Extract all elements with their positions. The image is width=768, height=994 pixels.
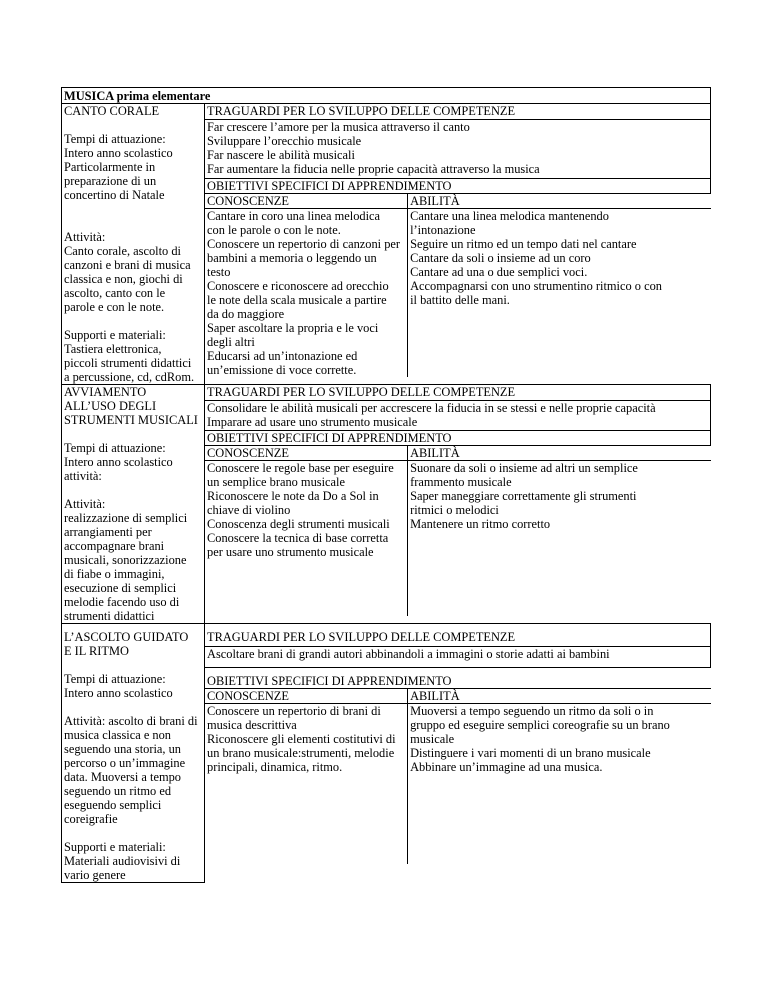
section-info-line: L’ASCOLTO GUIDATO: [64, 630, 189, 644]
conoscenza-item: Conoscere la tecnica di base corretta: [207, 531, 389, 546]
conoscenza-item: Saper ascoltare la propria e le voci: [207, 321, 379, 336]
conoscenza-item: degli altri: [207, 335, 255, 350]
section-info-line: Attività: ascolto di brani di: [64, 714, 198, 728]
conoscenze-list: [205, 703, 408, 864]
conoscenza-item: Conoscere le regole base per eseguire: [207, 461, 394, 476]
abilita-item: frammento musicale: [410, 475, 512, 490]
abilita-header: ABILITÀ: [408, 194, 711, 209]
section-info-line: [64, 700, 202, 714]
section-info-line: realizzazione di semplici: [64, 511, 188, 525]
section-info-line: Particolarmente in: [64, 160, 156, 174]
section-ascolto: [62, 624, 711, 647]
section-info-line: Intero anno scolastico: [64, 686, 173, 700]
document-title: MUSICA prima elementare: [62, 88, 711, 104]
conoscenze-header: CONOSCENZE: [205, 688, 408, 703]
section-info-line: musica classica e non: [64, 728, 172, 742]
abilita-item: musicale: [410, 731, 455, 746]
skills-grid: [205, 194, 711, 385]
conoscenza-item: musica descrittiva: [207, 717, 297, 732]
section-info-line: [64, 314, 202, 328]
section-info-line: Supporti e materiali:: [64, 328, 166, 342]
section-info-line: preparazione di un: [64, 174, 157, 188]
section-info-line: Materiali audiovisivi di: [64, 854, 181, 868]
section-info-line: Intero anno scolastico: [64, 455, 173, 469]
abilita-item: Cantare una linea melodica mantenendo: [410, 209, 609, 224]
conoscenze-list: [205, 209, 408, 378]
conoscenza-item: principali, dinamica, ritmo.: [207, 759, 343, 774]
section-info-line: seguendo una storia, un: [64, 742, 181, 756]
abilita-list: [408, 461, 711, 617]
section-info-line: eseguendo semplici: [64, 798, 162, 812]
abilita-item: Abbinare un’immagine ad una musica.: [410, 759, 603, 774]
section-info-line: [64, 202, 202, 216]
section-info-line: di fiabe o immagini,: [64, 567, 165, 581]
skills-grid: [205, 667, 711, 882]
section-info-line: [64, 658, 202, 672]
conoscenza-item: un brano musicale:strumenti, melodie: [207, 745, 395, 760]
section-info-line: melodie facendo uso di: [64, 595, 180, 609]
section-info-line: piccoli strumenti didattici: [64, 356, 192, 370]
section-info-line: coreigrafie: [64, 812, 118, 826]
abilita-item: ritmici o melodici: [410, 503, 499, 518]
traguardi-text: [205, 646, 711, 667]
abilita-item: Accompagnarsi con uno strumentino ritmico o con: [410, 279, 662, 294]
abilita-item: gruppo ed eseguire semplici coreografie su un brano: [410, 717, 670, 732]
section-info-line: vario genere: [64, 868, 126, 882]
section-strumenti: [62, 385, 711, 401]
section-left-cell: [62, 624, 205, 883]
conoscenze-list: [205, 461, 408, 617]
section-info-line: classica e non, giochi di: [64, 272, 183, 286]
conoscenza-item: Educarsi ad un’intonazione ed: [207, 349, 358, 364]
abilita-header: ABILITÀ: [408, 688, 711, 703]
section-info-line: Tastiera elettronica,: [64, 342, 162, 356]
abilita-item: Muoversi a tempo seguendo un ritmo da soli o in: [410, 703, 654, 718]
section-info-line: attività:: [64, 469, 102, 483]
traguardi-text: [205, 119, 711, 178]
section-info-line: canzoni e brani di musica: [64, 258, 191, 272]
section-info-line: ascolto, canto con le: [64, 286, 166, 300]
abilita-item: Suonare da soli o insieme ad altri un semplice: [410, 461, 638, 476]
conoscenza-item: chiave di violino: [207, 503, 291, 518]
traguardi-header: TRAGUARDI PER LO SVILUPPO DELLE COMPETENZE: [205, 624, 711, 647]
curriculum-table: [61, 87, 711, 883]
conoscenza-item: le note della scala musicale a partire: [207, 293, 387, 308]
section-left-cell: [62, 385, 205, 624]
abilita-item: Cantare ad una o due semplici voci.: [410, 265, 588, 280]
skills-grid: [205, 446, 711, 624]
section-canto-corale: [62, 104, 711, 120]
abilita-list: [408, 703, 711, 864]
section-info-line: musicali, sonorizzazione: [64, 553, 187, 567]
traguardo-item: Imparare ad usare uno strumento musicale: [207, 414, 418, 429]
title-row: [62, 88, 711, 104]
section-info-line: [64, 216, 202, 230]
section-info-line: strumenti didattici: [64, 609, 155, 623]
conoscenza-item: Conoscere e riconoscere ad orecchio: [207, 279, 389, 294]
conoscenze-header: CONOSCENZE: [205, 446, 408, 461]
traguardo-item: Ascoltare brani di grandi autori abbinandoli a immagini o storie adatti ai bambini: [207, 646, 610, 661]
traguardo-item: Far crescere l’amore per la musica attraverso il canto: [207, 119, 470, 134]
section-info-line: [64, 826, 202, 840]
abilita-item: il battito delle mani.: [410, 293, 510, 308]
traguardo-item: Far nascere le abilità musicali: [207, 147, 355, 162]
traguardo-item: Consolidare le abilità musicali per accrescere la fiducia in se stessi e nelle proprie capacità: [207, 400, 656, 415]
conoscenza-item: Riconoscere le note da Do a Sol in: [207, 489, 379, 504]
section-info-line: Tempi di attuazione:: [64, 672, 166, 686]
obiettivi-header: OBIETTIVI SPECIFICI DI APPRENDIMENTO: [205, 178, 711, 194]
obiettivi-header: OBIETTIVI SPECIFICI DI APPRENDIMENTO: [205, 430, 711, 446]
abilita-item: Mantenere un ritmo corretto: [410, 517, 551, 532]
conoscenza-item: bambini a memoria o leggendo un: [207, 251, 377, 266]
section-left-cell: [62, 104, 205, 385]
section-info-line: Canto corale, ascolto di: [64, 244, 181, 258]
section-info-line: CANTO CORALE: [64, 104, 160, 118]
abilita-list: [408, 209, 711, 378]
section-info-line: Attività:: [64, 497, 106, 511]
abilita-item: l’intonazione: [410, 223, 476, 238]
section-info-line: [64, 483, 202, 497]
conoscenza-item: per usare uno strumento musicale: [207, 545, 374, 560]
section-info-line: a percussione, cd, cdRom.: [64, 370, 195, 384]
obiettivi-header: OBIETTIVI SPECIFICI DI APPRENDIMENTO: [205, 668, 711, 689]
conoscenza-item: testo: [207, 265, 231, 280]
abilita-item: Saper maneggiare correttamente gli strumenti: [410, 489, 637, 504]
document-page: [61, 87, 710, 883]
section-info-line: Intero anno scolastico: [64, 146, 173, 160]
conoscenza-item: Conoscere un repertorio di brani di: [207, 703, 381, 718]
section-info-line: data. Muoversi a tempo: [64, 770, 181, 784]
traguardi-header: TRAGUARDI PER LO SVILUPPO DELLE COMPETENZE: [205, 385, 711, 401]
conoscenze-header: CONOSCENZE: [205, 194, 408, 209]
section-info-line: accompagnare brani: [64, 539, 165, 553]
section-info-line: seguendo un ritmo ed: [64, 784, 172, 798]
abilita-header: ABILITÀ: [408, 446, 711, 461]
section-info-line: Tempi di attuazione:: [64, 132, 166, 146]
conoscenza-item: Conoscere un repertorio di canzoni per: [207, 237, 401, 252]
conoscenza-item: Conoscenza degli strumenti musicali: [207, 517, 390, 532]
section-info-line: Tempi di attuazione:: [64, 441, 166, 455]
section-info-line: [64, 118, 202, 132]
traguardo-item: Sviluppare l’orecchio musicale: [207, 133, 362, 148]
section-info-line: Supporti e materiali:: [64, 840, 166, 854]
traguardi-text: [205, 400, 711, 430]
section-info-line: STRUMENTI MUSICALI: [64, 413, 198, 427]
section-info-line: arrangiamenti per: [64, 525, 152, 539]
section-info-line: esecuzione di semplici: [64, 581, 177, 595]
conoscenza-item: con le parole o con le note.: [207, 223, 341, 238]
abilita-item: Seguire un ritmo ed un tempo dati nel cantare: [410, 237, 637, 252]
section-info-line: Attività:: [64, 230, 106, 244]
section-info-line: concertino di Natale: [64, 188, 165, 202]
conoscenza-item: Cantare in coro una linea melodica: [207, 209, 381, 224]
conoscenza-item: da do maggiore: [207, 307, 285, 322]
abilita-item: Distinguere i vari momenti di un brano musicale: [410, 745, 651, 760]
conoscenza-item: Riconoscere gli elementi costitutivi di: [207, 731, 396, 746]
section-info-line: AVVIAMENTO: [64, 385, 147, 399]
section-info-line: [64, 427, 202, 441]
section-info-line: percorso o un’immagine: [64, 756, 186, 770]
abilita-item: Cantare da soli o insieme ad un coro: [410, 251, 591, 266]
section-info-line: ALL’USO DEGLI: [64, 399, 157, 413]
conoscenza-item: un’emissione di voce corrette.: [207, 363, 357, 378]
section-info-line: E IL RITMO: [64, 644, 129, 658]
traguardi-header: TRAGUARDI PER LO SVILUPPO DELLE COMPETENZE: [205, 104, 711, 120]
traguardo-item: Far aumentare la fiducia nelle proprie capacità attraverso la musica: [207, 161, 540, 176]
section-info-line: parole e con le note.: [64, 300, 165, 314]
conoscenza-item: un semplice brano musicale: [207, 475, 345, 490]
